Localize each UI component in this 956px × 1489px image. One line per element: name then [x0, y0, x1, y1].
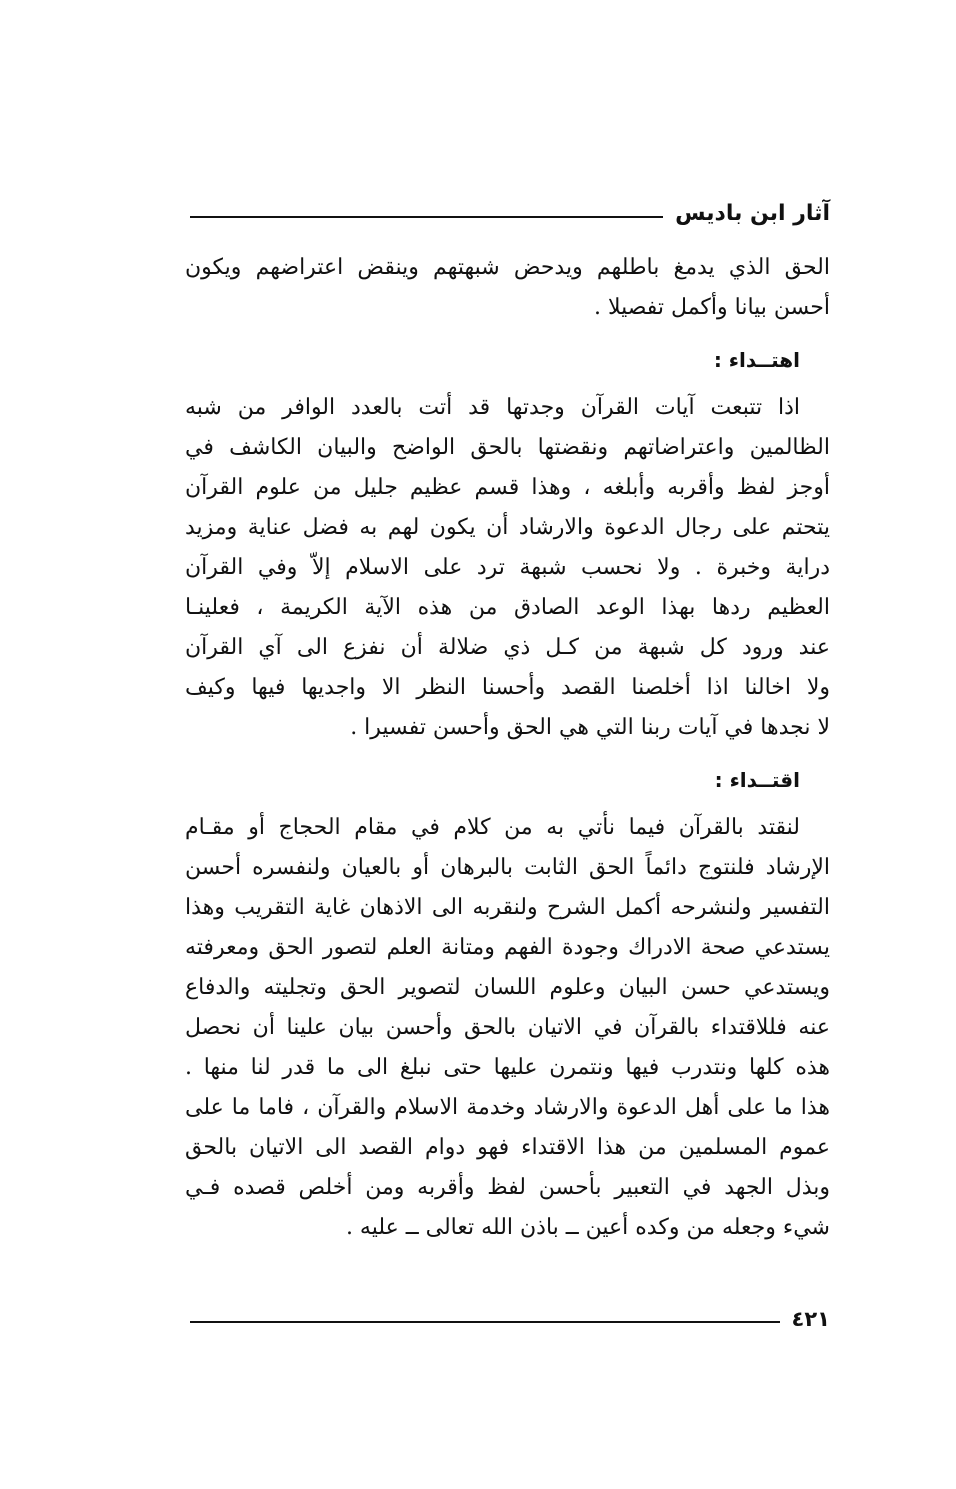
- text-line: شيء وجعله من وكده أعين ــ باذن الله تعالى ــ عليه .: [345, 1215, 830, 1240]
- text-line: يستدعي صحة الادراك وجودة الفهم ومتانة العلم لتصور الحق ومعرفته: [185, 935, 830, 960]
- text-line: لنقتد بالقرآن فيما نأتي به من كلام في مقام الحجاج أو مقـام: [185, 815, 800, 840]
- book-title: آثار ابن باديس: [675, 200, 830, 226]
- text-line: دراية وخبرة . ولا نحسب شبهة ترد على الاسلام إلاّ وفي القرآن: [185, 555, 830, 580]
- text-line: ويستدعي حسن البيان وعلوم اللسان لتصوير الحق وتجليته والدفاع: [185, 975, 830, 1000]
- text-line: أحسن بيانا وأكمل تفصيلا .: [593, 295, 830, 320]
- text-line: وبذل الجهد في التعبير بأحسن لفظ وأقربه ومن أخلص قصده فـي: [185, 1175, 830, 1200]
- page-footer: [190, 1304, 830, 1334]
- section-heading-ihtida: اهتــداء :: [713, 348, 800, 372]
- text-line: ولا اخالنا اذا أخلصنا القصد وأحسنا النظر الا واجديها فيها وكيف: [185, 675, 830, 700]
- text-line: الحق الذي يدمغ باطلهم ويدحض شبهتهم وينقض اعتراضهم ويكون: [185, 255, 830, 280]
- header-rule: [190, 216, 663, 218]
- footer-rule: [190, 1321, 780, 1323]
- section-heading-iqtida: اقتــداء :: [714, 768, 800, 792]
- text-line: الإرشاد فلنتوج دائماً الحق الثابت بالبرهان أو بالعيان ولنفسره أحسن: [185, 855, 830, 880]
- text-line: عموم المسلمين من هذا الاقتداء فهو دوام القصد الى الاتيان بالحق: [185, 1135, 830, 1160]
- text-line: لا نجدها في آيات ربنا التي هي الحق وأحسن تفسيرا .: [350, 715, 830, 740]
- text-line: هذا ما على أهل الدعوة والارشاد وخدمة الاسلام والقرآن ، فاما ما على: [185, 1095, 830, 1120]
- page-number: ٤٢١: [791, 1307, 830, 1331]
- text-line: أوجز لفظ وأقربه وأبلغه ، وهذا قسم عظيم جليل من علوم القرآن: [185, 475, 830, 500]
- text-line: التفسير ولنشرحه أكمل الشرح ولنقربه الى الاذهان غاية التقريب وهذا: [185, 895, 830, 920]
- text-line: يتحتم على رجال الدعوة والارشاد أن يكون لهم به فضل عناية ومزيد: [185, 515, 830, 540]
- text-line: هذه كلها ونتدرب فيها ونتمرن عليها حتى نبلغ الى ما قدر لنا منها .: [185, 1055, 830, 1080]
- text-line: عنه فللاقتداء بالقرآن في الاتيان بالحق وأحسن بيان علينا أن نحصل: [185, 1015, 830, 1040]
- page-body: [185, 248, 830, 1248]
- text-line: العظيم ردها بهذا الوعد الصادق من هذه الآية الكريمة ، فعلينـا: [185, 595, 830, 620]
- text-line: اذا تتبعت آيات القرآن وجدتها قد أتت بالعدد الوافر من شبه: [185, 395, 800, 420]
- text-line: عند ورود كل شبهة من كـل ذي ضلالة أن نفزع الى آي القرآن: [185, 635, 830, 660]
- text-line: الظالمين واعتراضاتهم ونقضتها بالحق الواضح والبيان الكاشف في: [185, 435, 830, 460]
- running-header: [190, 198, 830, 228]
